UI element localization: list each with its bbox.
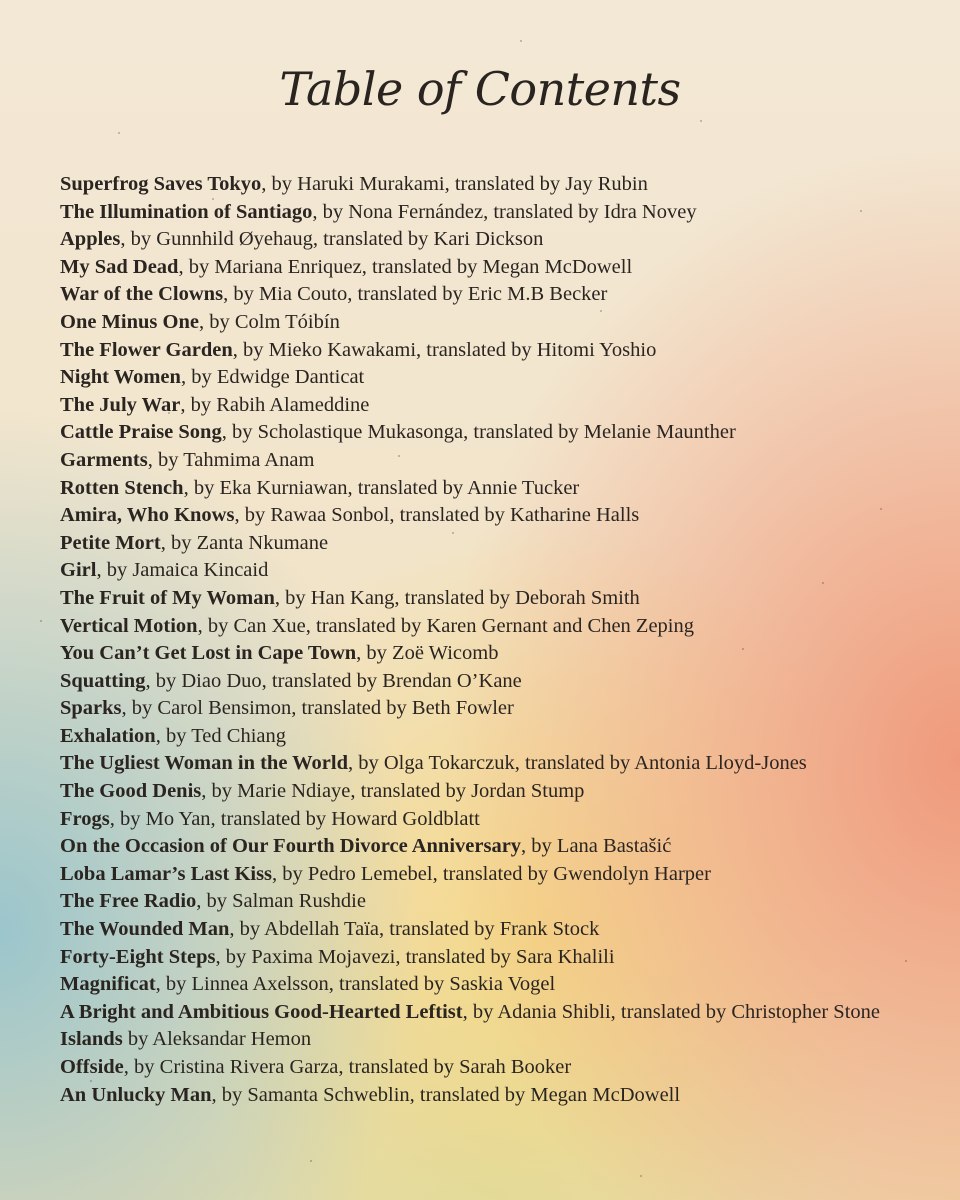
toc-entry	[60, 392, 920, 420]
story-title: Islands	[60, 1028, 123, 1051]
story-credit: , by Linnea Axelsson, translated by Saskia Vogel	[155, 973, 556, 996]
story-title: Offside	[60, 1056, 124, 1078]
toc-entry	[60, 971, 920, 999]
story-title: War of the Clowns	[60, 283, 224, 306]
toc-entry	[60, 530, 920, 558]
story-credit: , by Diao Duo, translated by Brendan O’Kane	[145, 669, 522, 692]
toc-entry	[60, 750, 920, 778]
story-title: The Free Radio	[60, 890, 197, 913]
story-credit: , by Haruki Murakami, translated by Jay Rubin	[261, 173, 648, 195]
toc-entry	[60, 475, 920, 503]
toc-entry	[60, 281, 920, 309]
story-title: Squatting	[60, 669, 146, 692]
story-credit: , by Salman Rushdie	[196, 890, 366, 913]
story-credit: , by Lana Bastašić	[521, 835, 672, 858]
story-title: Garments	[60, 448, 148, 471]
story-credit: , by Adania Shibli, translated by Christopher Stone	[462, 1000, 880, 1023]
story-credit: , by Colm Tóibín	[198, 310, 340, 333]
toc-entry	[60, 557, 920, 585]
story-title: You Can’t Get Lost in Cape Town	[60, 642, 357, 665]
story-credit: , by Marie Ndiaye, translated by Jordan Stump	[201, 780, 585, 803]
toc-entry	[60, 833, 920, 861]
toc-entry	[60, 171, 920, 199]
toc-entry	[60, 337, 920, 365]
story-title: Magnificat	[60, 973, 156, 996]
story-credit: , by Rawaa Sonbol, translated by Katharine Halls	[234, 504, 640, 527]
toc-entry	[60, 806, 920, 834]
story-credit: , by Mieko Kawakami, translated by Hitomi Yoshio	[232, 338, 657, 361]
toc-entry	[60, 419, 920, 447]
story-credit: , by Pedro Lemebel, translated by Gwendolyn Harper	[272, 862, 711, 885]
story-credit: , by Mariana Enriquez, translated by Megan McDowell	[178, 255, 633, 278]
toc-entry	[60, 199, 920, 227]
story-credit: , by Samanta Schweblin, translated by Megan McDowell	[211, 1083, 681, 1106]
story-credit: , by Paxima Mojavezi, translated by Sara Khalili	[215, 945, 615, 968]
toc-entry	[60, 1026, 920, 1054]
story-title: The July War	[60, 393, 181, 416]
toc-entry	[60, 723, 920, 751]
story-credit: by Aleksandar Hemon	[122, 1028, 312, 1051]
story-credit: , by Eka Kurniawan, translated by Annie Tucker	[183, 476, 580, 499]
toc-entry	[60, 309, 920, 337]
story-credit: , by Nona Fernández, translated by Idra Novey	[312, 200, 697, 223]
toc-entry	[60, 364, 920, 392]
story-credit: , by Scholastique Mukasonga, translated by Melanie Maunther	[221, 421, 736, 444]
paper-speck	[40, 620, 42, 622]
toc-entry	[60, 613, 920, 641]
story-title: Superfrog Saves Tokyo	[60, 173, 262, 195]
toc-entry	[60, 668, 920, 696]
story-credit: , by Edwidge Danticat	[180, 366, 365, 389]
story-title: Cattle Praise Song	[60, 421, 222, 444]
page-title: Table of Contents	[279, 62, 681, 116]
story-title: Frogs	[60, 807, 110, 830]
toc-entry	[60, 916, 920, 944]
story-title: Night Women	[60, 366, 181, 389]
story-title: The Wounded Man	[60, 918, 230, 941]
story-title: A Bright and Ambitious Good-Hearted Leftist	[60, 1000, 463, 1023]
story-title: Sparks	[60, 697, 122, 720]
toc-entry	[60, 999, 920, 1027]
story-title: The Illumination of Santiago	[60, 200, 313, 223]
story-credit: , by Abdellah Taïa, translated by Frank Stock	[229, 918, 600, 941]
story-credit: , by Ted Chiang	[155, 724, 286, 747]
story-credit: , by Zanta Nkumane	[160, 531, 329, 554]
toc-entry	[60, 226, 920, 254]
story-title: Girl	[60, 559, 97, 582]
story-credit: , by Jamaica Kincaid	[96, 559, 269, 582]
toc-entry	[60, 1054, 920, 1082]
toc-entry	[60, 640, 920, 668]
story-credit: , by Cristina Rivera Garza, translated by Sarah Booker	[123, 1056, 572, 1078]
story-title: The Ugliest Woman in the World	[60, 752, 348, 775]
story-title: On the Occasion of Our Fourth Divorce Anniversary	[60, 835, 522, 858]
story-title: Amira, Who Knows	[60, 504, 235, 527]
story-title: The Fruit of My Woman	[60, 586, 275, 609]
table-of-contents-list	[60, 171, 920, 1109]
story-title: Rotten Stench	[60, 476, 184, 499]
story-title: Forty-Eight Steps	[60, 945, 216, 968]
paper-speck	[520, 40, 522, 42]
story-title: One Minus One	[60, 310, 199, 333]
toc-entry	[60, 502, 920, 530]
paper-speck	[118, 132, 120, 134]
story-title: My Sad Dead	[60, 255, 179, 278]
story-credit: , by Mo Yan, translated by Howard Goldblatt	[109, 807, 480, 830]
paper-speck	[700, 120, 702, 122]
toc-entry	[60, 778, 920, 806]
story-title: Loba Lamar’s Last Kiss	[60, 862, 273, 885]
paper-speck	[640, 1175, 642, 1177]
toc-entry	[60, 888, 920, 916]
story-title: The Good Denis	[60, 780, 202, 803]
toc-entry	[60, 254, 920, 282]
toc-entry	[60, 1082, 920, 1110]
story-credit: , by Can Xue, translated by Karen Gernant and Chen Zeping	[197, 614, 694, 637]
story-title: An Unlucky Man	[60, 1083, 212, 1106]
story-title: Petite Mort	[60, 531, 161, 554]
story-credit: , by Zoë Wicomb	[356, 642, 499, 665]
story-credit: , by Mia Couto, translated by Eric M.B Becker	[223, 283, 608, 306]
toc-entry	[60, 447, 920, 475]
toc-entry	[60, 585, 920, 613]
story-credit: , by Carol Bensimon, translated by Beth Fowler	[121, 697, 514, 720]
story-title: Apples	[60, 228, 121, 251]
toc-entry	[60, 944, 920, 972]
story-credit: , by Han Kang, translated by Deborah Smith	[274, 586, 640, 609]
story-title: The Flower Garden	[60, 338, 233, 361]
story-credit: , by Tahmima Anam	[147, 448, 315, 471]
story-title: Vertical Motion	[60, 614, 198, 637]
story-credit: , by Rabih Alameddine	[180, 393, 370, 416]
paper-speck	[310, 1160, 312, 1162]
story-credit: , by Olga Tokarczuk, translated by Antonia Lloyd-Jones	[348, 752, 807, 775]
story-title: Exhalation	[60, 724, 156, 747]
toc-entry	[60, 861, 920, 889]
toc-entry	[60, 695, 920, 723]
story-credit: , by Gunnhild Øyehaug, translated by Kari Dickson	[120, 228, 544, 251]
